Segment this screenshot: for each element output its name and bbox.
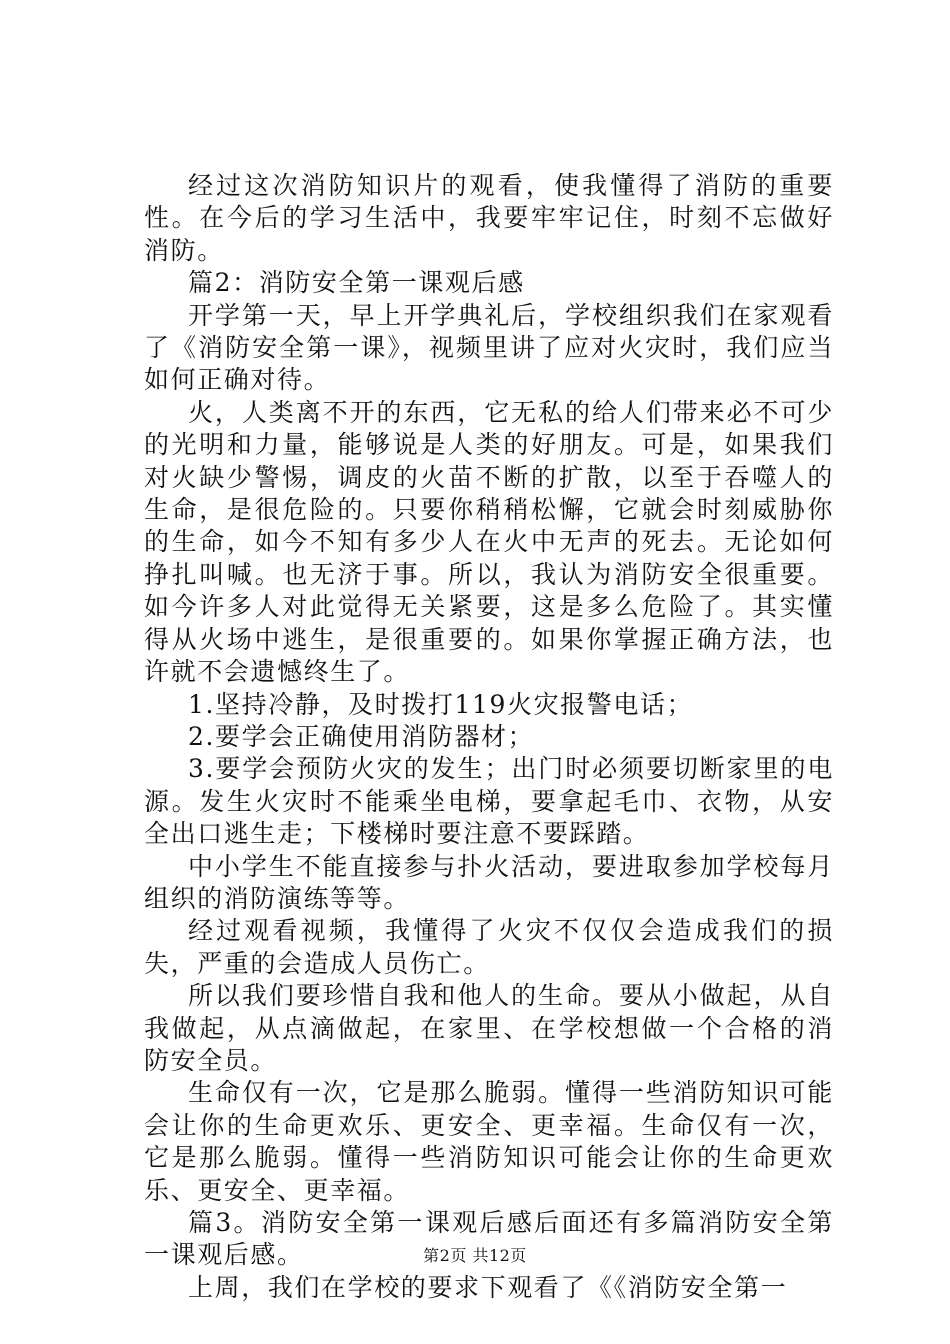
paragraph: 所以我们要珍惜自我和他人的生命。要从小做起，从自我做起，从点滴做起，在家里、在学校想做一个合格的消防安全员。 [144, 981, 834, 1075]
document-body [144, 170, 834, 1304]
list-item: 2.要学会正确使用消防器材； [188, 721, 535, 751]
paragraph: 火，人类离不开的东西，它无私的给人们带来必不可少的光明和力量，能够说是人类的好朋友。可是，如果我们对火缺少警惕，调皮的火苗不断的扩散，以至于吞噬人的生命，是很危险的。只要你稍稍松懈，它就会时刻威胁你的生命，如今不知有多少人在火中无声的死去。无论如何挣扎叫喊。也无济于事。所以，我认为消防安全很重要。如今许多人对此觉得无关紧要，这是多么危险了。其实懂得从火场中逃生，是很重要的。如果你掌握正确方法，也许就不会遗憾终生了。 [144, 397, 834, 687]
paragraph: 经过这次消防知识片的观看，使我懂得了消防的重要性。在今后的学习生活中，我要牢牢记住，时刻不忘做好消防。 [144, 171, 834, 265]
section-heading: 篇3。消防安全第一课观后感后面还有多篇消防安全第一课观后感。 [144, 1208, 834, 1270]
page-footer: 第2页 共12页 [423, 1246, 527, 1265]
list-item: 3.要学会预防火灾的发生；出门时必须要切断家里的电源。发生火灾时不能乘坐电梯，要拿起毛巾、衣物，从安全出口逃生走；下楼梯时要注意不要踩踏。 [144, 754, 834, 849]
section-heading: 篇2：消防安全第一课观后感 [188, 268, 525, 298]
paragraph: 开学第一天，早上开学典礼后，学校组织我们在家观看了《消防安全第一课》，视频里讲了应对火灾时，我们应当如何正确对待。 [144, 300, 834, 395]
paragraph: 中小学生不能直接参与扑火活动，要进取参加学校每月组织的消防演练等等。 [144, 851, 834, 913]
paragraph: 上周，我们在学校的要求下观看了《《消防安全第一 [188, 1272, 788, 1302]
paragraph: 经过观看视频，我懂得了火灾不仅仅会造成我们的损失，严重的会造成人员伤亡。 [144, 916, 834, 978]
list-item: 1.坚持冷静，及时拨打119火灾报警电话； [188, 689, 694, 719]
paragraph: 生命仅有一次，它是那么脆弱。懂得一些消防知识可能会让你的生命更欢乐、更安全、更幸福。生命仅有一次，它是那么脆弱。懂得一些消防知识可能会让你的生命更欢乐、更安全、更幸福。 [144, 1078, 834, 1205]
